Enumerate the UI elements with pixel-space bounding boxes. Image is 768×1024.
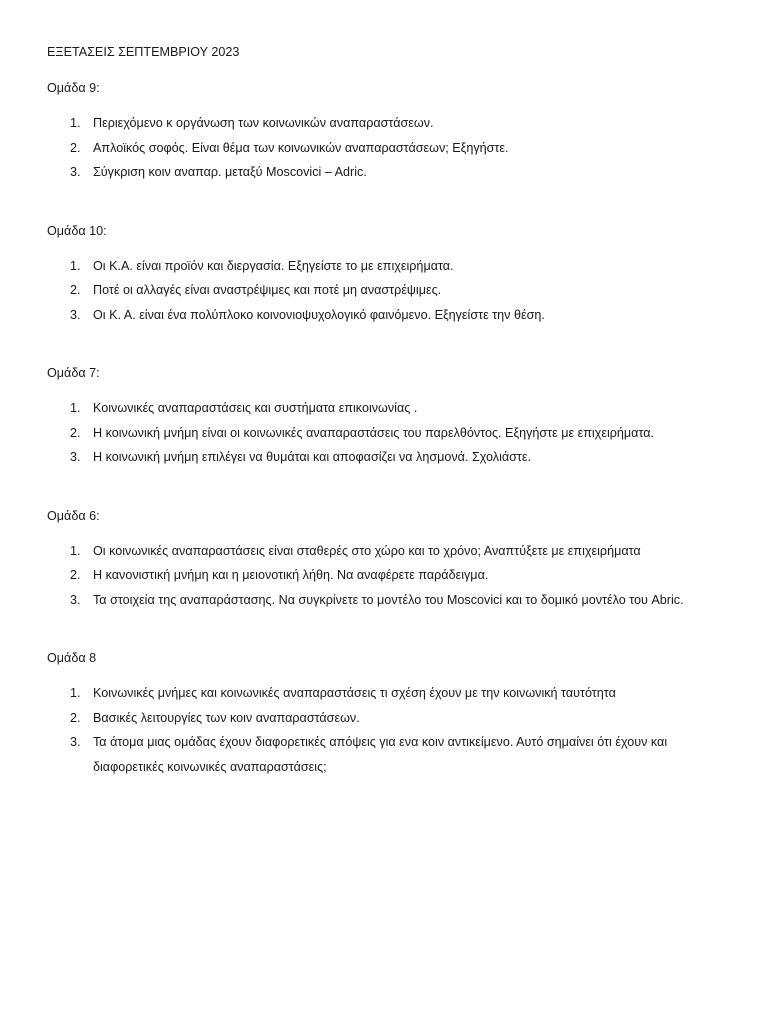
question-text: Ποτέ οι αλλαγές είναι αναστρέψιμες και ποτέ μη αναστρέψιμες. <box>93 283 442 297</box>
question-number: 3. <box>70 735 81 749</box>
question-text: Οι Κ. Α. είναι ένα πολύπλοκο κοινονιοψυχολογικό φαινόμενο. Εξηγείστε την θέση. <box>93 307 545 322</box>
question-number: 1. <box>70 258 81 273</box>
document-title: ΕΞΕΤΑΣΕΙΣ ΣΕΠΤΕΜΒΡΙΟΥ 2023 <box>47 45 240 59</box>
group-heading: Ομάδα 6: <box>47 508 100 523</box>
question-item <box>47 706 728 731</box>
question-number: 3. <box>70 592 81 607</box>
question-number: 2. <box>70 568 81 582</box>
question-text: Τα άτομα μιας ομάδας έχουν διαφορετικές απόψεις για ενα κοιν αντικείμενο. Αυτό σημαίνει ότι έχουν και διαφορετικές κοινωνικές αναπαραστάσεις; <box>93 735 668 774</box>
question-number: 2. <box>70 140 81 155</box>
question-text: Η κοινωνική μνήμη επιλέγει να θυμάται και αποφασίζει να λησμονά. Σχολιάστε. <box>93 450 532 464</box>
question-item <box>47 396 728 421</box>
question-number: 3. <box>70 307 81 322</box>
question-number: 1. <box>70 116 81 130</box>
group-heading: Ομάδα 10: <box>47 223 107 238</box>
question-item <box>47 303 728 328</box>
question-item <box>47 421 728 446</box>
question-list <box>47 396 728 470</box>
question-number: 1. <box>70 543 81 558</box>
question-list <box>47 681 728 779</box>
question-list <box>47 111 728 185</box>
question-text: Σύγκριση κοιν αναπαρ. μεταξύ Moscovici – Adric. <box>93 165 367 179</box>
question-text: Οι κοινωνικές αναπαραστάσεις είναι σταθερές στο χώρο και το χρόνο; Αναπτύξετε με επιχειρήματα <box>93 543 641 558</box>
question-number: 1. <box>70 686 81 700</box>
question-item <box>47 588 728 613</box>
question-text: Οι Κ.Α. είναι προϊόν και διεργασία. Εξηγείστε το με επιχειρήματα. <box>93 258 454 273</box>
question-number: 2. <box>70 283 81 297</box>
question-text: Κοινωνικές μνήμες και κοινωνικές αναπαραστάσεις τι σχέση έχουν με την κοινωνική ταυτότητα <box>93 686 616 700</box>
question-text: Η κοινωνική μνήμη είναι οι κοινωνικές αναπαραστάσεις του παρελθόντος. Εξηγήστε με επιχειρήματα. <box>93 425 655 440</box>
question-group <box>47 80 728 185</box>
question-item <box>47 136 728 161</box>
question-number: 3. <box>70 165 81 179</box>
group-heading: Ομάδα 8 <box>47 651 97 665</box>
question-item <box>47 563 728 588</box>
question-item <box>47 278 728 303</box>
question-number: 2. <box>70 710 81 725</box>
question-group <box>47 365 728 470</box>
question-item <box>47 730 728 779</box>
question-item <box>47 681 728 706</box>
group-heading: Ομάδα 9: <box>47 81 100 95</box>
question-group <box>47 508 728 613</box>
question-item <box>47 160 728 185</box>
question-item <box>47 445 728 470</box>
question-text: Η κανονιστική μνήμη και η μειονοτική λήθη. Να αναφέρετε παράδειγμα. <box>93 568 489 582</box>
question-number: 3. <box>70 450 81 464</box>
question-item <box>47 111 728 136</box>
question-number: 2. <box>70 425 81 440</box>
question-item <box>47 254 728 279</box>
question-text: Τα στοιχεία της αναπαράστασης. Να συγκρίνετε το μοντέλο του Moscovici και το δομικό μοντέλο του Abric. <box>93 592 684 607</box>
question-text: Βασικές λειτουργίες των κοιν αναπαραστάσεων. <box>93 710 360 725</box>
question-text: Απλοϊκός σοφός. Είναι θέμα των κοινωνικών αναπαραστάσεων; Εξηγήστε. <box>93 140 509 155</box>
question-item <box>47 539 728 564</box>
group-heading: Ομάδα 7: <box>47 366 100 380</box>
question-number: 1. <box>70 401 81 415</box>
question-text: Κοινωνικές αναπαραστάσεις και συστήματα επικοινωνίας . <box>93 401 418 415</box>
question-list <box>47 539 728 613</box>
question-text: Περιεχόμενο κ οργάνωση των κοινωνικών αναπαραστάσεων. <box>93 116 434 130</box>
question-group <box>47 650 728 779</box>
question-group <box>47 223 728 328</box>
question-list <box>47 254 728 328</box>
